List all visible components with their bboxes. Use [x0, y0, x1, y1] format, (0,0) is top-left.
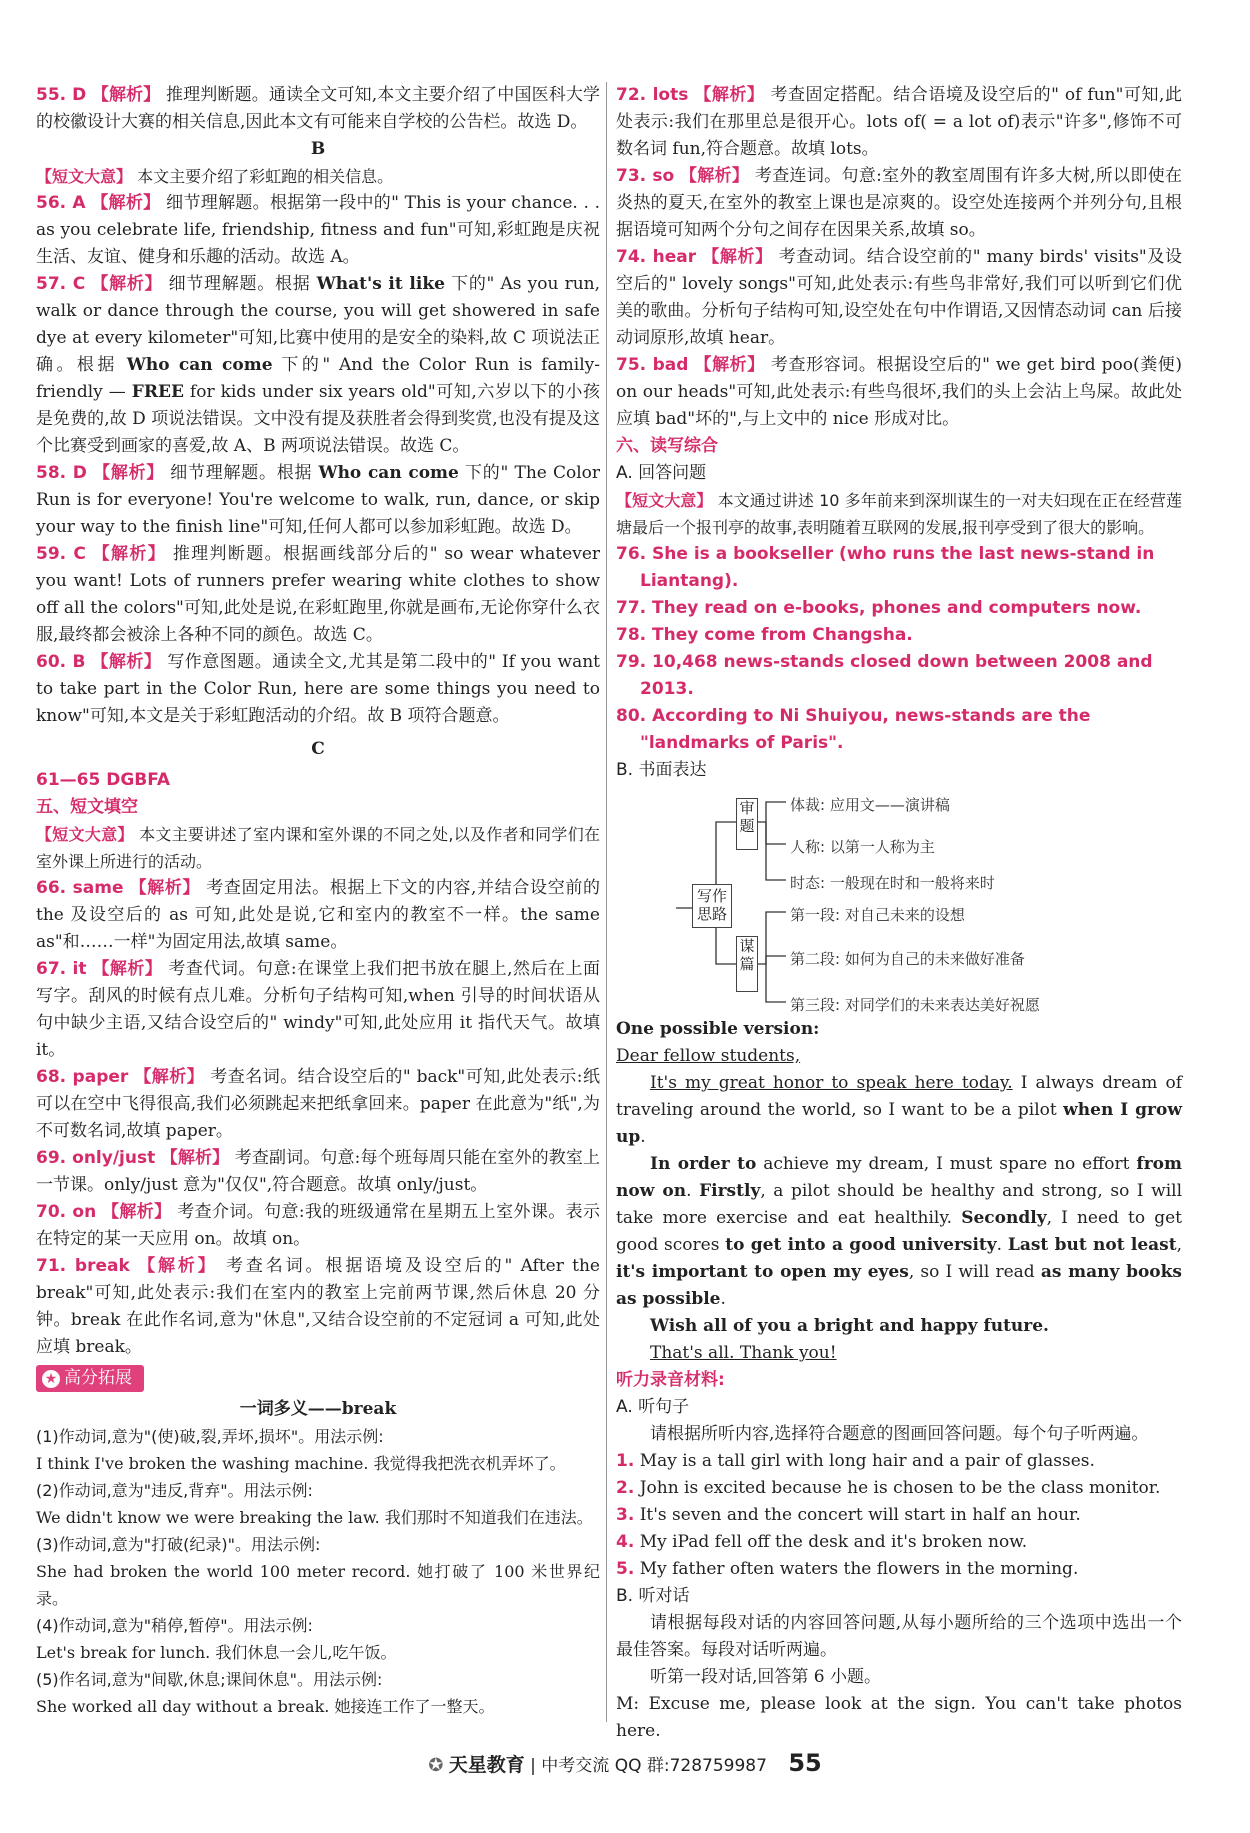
q57-number: 57. C	[36, 274, 86, 294]
q57-text: 下的" As you run, walk or dance through the course, you will get showered in safe dye at every kilometer"可知,比赛中使用的是安全的染料,故 C 项说法正确。根据	[36, 274, 601, 375]
q55	[36, 82, 600, 136]
q60	[36, 649, 600, 730]
summary-5-tag: 【短文大意】	[36, 825, 134, 844]
sentence-number: 3.	[616, 1505, 635, 1525]
q59-number: 59. C	[36, 544, 86, 564]
left-column	[36, 82, 600, 1720]
q56-tag: 【解析】	[91, 193, 161, 213]
footer-brand: 天星教育	[448, 1754, 525, 1776]
q68-tag: 【解析】	[134, 1067, 205, 1087]
extension-badge-label: 高分拓展	[64, 1368, 132, 1388]
q58-tag: 【解析】	[93, 463, 165, 483]
part-c-heading: C	[311, 739, 325, 759]
sentence-item	[616, 1448, 1182, 1475]
q67-text: 考查代词。句意:在课堂上我们把书放在腿上,然后在上面写字。刮风的时候有点儿难。分析句子结构可知,when 引导的时间状语从句中缺少主语,又结合设空后的" windy"可知,此处应用 it 指代天气。故填 it。	[36, 959, 600, 1060]
q67-number: 67. it	[36, 959, 87, 979]
answer-line: 77. They read on e-books, phones and computers now.	[616, 598, 1142, 618]
q58-text: 细节理解题。根据	[170, 463, 319, 483]
q58-bold: Who can come	[318, 463, 459, 483]
mind-para-3: 第三段: 对同学们的未来表达美好祝愿	[790, 996, 1040, 1014]
q66-number: 66. same	[36, 878, 124, 898]
mind-box-structure: 谋篇	[736, 936, 758, 992]
listening-a-heading: A. 听句子	[616, 1397, 690, 1417]
q72-number: 72. lots	[616, 85, 689, 105]
q67	[36, 956, 600, 1064]
summary-a-text: 本文通过讲述 10 多年前来到深圳谋生的一对夫妇现在正在经营莲塘最后一个报刊亭的故事,表明随着互联网的发展,报刊亭受到了很大的影响。	[616, 491, 1182, 537]
q69	[36, 1145, 600, 1199]
essay-p1-underlined: It's my great honor to speak here today.	[650, 1073, 1013, 1093]
essay-bold: as many books as possible	[616, 1262, 1182, 1309]
q57-text: 细节理解题。根据	[168, 274, 317, 294]
q56	[36, 190, 600, 271]
extension-example: Let's break for lunch. 我们休息一会儿,吃午饭。	[36, 1643, 397, 1662]
listening-b-first: 听第一段对话,回答第 6 小题。	[650, 1667, 882, 1687]
essay-text: achieve my dream, I must spare no effort	[756, 1154, 1137, 1174]
summary-b-tag: 【短文大意】	[36, 167, 133, 186]
q66	[36, 875, 600, 956]
mind-tense: 时态: 一般现在时和一般将来时	[790, 874, 995, 892]
writing-mind-map	[616, 784, 1182, 1016]
q59-text: 推理判断题。根据画线部分后的" so wear whatever you want! Lots of runners prefer wearing white clothes to show off all the colors"可知,此处是说,在彩虹跑里,你就是画布,无论你穿什么衣服,最终都会被涂上各种不同的颜色。故选 C。	[36, 544, 601, 645]
q60-number: 60. B	[36, 652, 86, 672]
summary-5-text: 本文主要讲述了室内课和室外课的不同之处,以及作者和同学们在室外课上所进行的活动。	[36, 825, 600, 871]
star-icon: ★	[42, 1370, 60, 1388]
q56-text: 细节理解题。根据第一段中的" This is your chance. . . as you celebrate life, friendship, fitness and fun"可知,彩虹跑是庆祝生活、友谊、健身和乐趣的活动。故选 A。	[36, 193, 601, 267]
extension-example: She worked all day without a break. 她接连工作了一整天。	[36, 1697, 495, 1716]
mind-box-thinking: 写作思路	[692, 884, 732, 928]
section-5-heading: 五、短文填空	[36, 797, 138, 817]
q60-text: 写作意图题。通读全文,尤其是第二段中的" If you want to take part in the Color Run, here are some things you need to know"可知,本文是关于彩虹跑活动的介绍。故 B 项符合题意。	[36, 652, 600, 726]
q66-tag: 【解析】	[129, 878, 201, 898]
essay-greeting: Dear fellow students,	[616, 1046, 801, 1066]
q72	[616, 82, 1182, 163]
q60-tag: 【解析】	[91, 652, 162, 672]
mind-para-2: 第二段: 如何为自己的未来做好准备	[790, 950, 1025, 968]
section-6-heading: 六、读写综合	[616, 436, 718, 456]
q69-text: 考查副词。句意:每个班每周只能在室外的教室上一节课。only/just 意为"仅仅",符合题意。故填 only/just。	[36, 1148, 601, 1195]
extension-definition: (1)作动词,意为"(使)破,裂,弄坏,损坏"。用法示例:	[36, 1427, 384, 1446]
summary-a-tag: 【短文大意】	[616, 491, 713, 510]
extension-definition: (4)作动词,意为"稍停,暂停"。用法示例:	[36, 1616, 313, 1635]
sentence-text: It's seven and the concert will start in half an hour.	[639, 1505, 1081, 1525]
sentence-item	[616, 1529, 1182, 1556]
q66-text: 考查固定用法。根据上下文的内容,并结合设空前的 the 及设空后的 as 可知,此处是说,它和室内的教室不一样。the same as"和……一样"为固定用法,故填 same。	[36, 878, 601, 952]
q57-bold-3: FREE	[131, 382, 184, 402]
extension-example: I think I've broken the washing machine. 我觉得我把洗衣机弄坏了。	[36, 1454, 566, 1473]
sentence-item	[616, 1502, 1182, 1529]
essay-bold: Last but not least	[1007, 1235, 1177, 1255]
column-divider	[606, 82, 607, 1722]
extension-list	[36, 1423, 600, 1720]
essay-label	[616, 1016, 1182, 1043]
q70	[36, 1199, 600, 1253]
extension-title: 一词多义——break	[239, 1399, 397, 1419]
extension-definition: (2)作动词,意为"违反,背弃"。用法示例:	[36, 1481, 313, 1500]
q58-number: 58. D	[36, 463, 87, 483]
answer-line: 78. They come from Changsha.	[616, 625, 913, 645]
extension-example: We didn't know we were breaking the law. 我们那时不知道我们在违法。	[36, 1508, 593, 1527]
q72-text: 考查固定搭配。结合语境及设空后的" of fun"可知,此处表示:我们在那里总是很开心。lots of( = a lot of)表示"许多",修饰不可数名词 fun,符合题意。故填 lots。	[616, 85, 1182, 159]
q74	[616, 244, 1182, 352]
q70-text: 考查介词。句意:我的班级通常在星期五上室外课。表示在特定的某一天应用 on。故填 on。	[36, 1202, 600, 1249]
essay-closing: That's all. Thank you!	[650, 1343, 837, 1363]
q71-text: 考查名词。根据语境及设空后的" After the break"可知,此处表示:我们在室内的教室上完前两节课,然后休息 20 分钟。break 在此作名词,意为"休息",又结合设空前的不定冠词 a 可知,此处应填 break。	[36, 1256, 600, 1357]
q61-65-answers: 61—65 DGBFA	[36, 770, 171, 790]
answer-line: 79. 10,468 news-stands closed down between 2008 and 2013.	[616, 652, 1153, 699]
q69-tag: 【解析】	[160, 1148, 230, 1168]
essay-p1-text: I always dream of traveling around the world, so I want to be a pilot	[616, 1073, 1182, 1120]
essay-bold: from now on	[616, 1154, 1183, 1201]
extension-badge	[36, 1365, 144, 1392]
essay-bold: In order to	[650, 1154, 757, 1174]
q57-tag: 【解析】	[91, 274, 163, 294]
q57-text: 下的" And the Color Run is family-friendly —	[36, 355, 600, 402]
listening-b-intro: 请根据每段对话的内容回答问题,从每小题所给的三个选项中选出一个最佳答案。每段对话听两遍。	[616, 1613, 1182, 1660]
essay-text: , a pilot should be healthy and strong, so I will take more exercise and eat healthily.	[616, 1181, 1183, 1228]
essay-p1-bold: when I grow up	[616, 1100, 1182, 1147]
essay-bold: it's important to open my eyes	[616, 1262, 909, 1282]
sentence-number: 4.	[616, 1532, 635, 1552]
q68	[36, 1064, 600, 1145]
q57	[36, 271, 600, 460]
sentence-number: 1.	[616, 1451, 635, 1471]
essay-bold: Firstly	[699, 1181, 761, 1201]
extension-definition: (3)作动词,意为"打破(纪录)"。用法示例:	[36, 1535, 321, 1554]
q73-number: 73. so	[616, 166, 675, 186]
listening-b-heading: B. 听对话	[616, 1586, 690, 1606]
q59	[36, 541, 600, 649]
q55-number: 55. D	[36, 85, 87, 105]
q57-bold-1: What's it like	[316, 274, 445, 294]
essay-para-3	[616, 1313, 1182, 1340]
part-b-heading: B	[310, 139, 326, 159]
q70-number: 70. on	[36, 1202, 97, 1222]
mind-genre: 体裁: 应用文——演讲稿	[790, 796, 950, 814]
essay-label-text: One possible version:	[616, 1019, 820, 1039]
q68-text: 考查名词。结合设空后的" back"可知,此处表示:纸可以在空中飞得很高,我们必须跳起来把纸拿回来。paper 在此意为"纸",为不可数名词,故填 paper。	[36, 1067, 601, 1141]
section-b-heading: B. 书面表达	[616, 760, 707, 780]
listening-sentences	[616, 1448, 1182, 1583]
q55-text: 推理判断题。通读全文可知,本文主要介绍了中国医科大学的校徽设计大赛的相关信息,因此本文有可能来自学校的公告栏。故选 D。	[36, 85, 601, 132]
sentence-text: My iPad fell off the desk and it's broken now.	[639, 1532, 1028, 1552]
extension-definition: (5)作名词,意为"间歇,休息;课间休息"。用法示例:	[36, 1670, 383, 1689]
sentence-item	[616, 1556, 1182, 1583]
essay-text: ,	[1176, 1235, 1183, 1255]
q71	[36, 1253, 600, 1361]
q74-text: 考查动词。结合设空前的" many birds' visits"及设空后的" lovely songs"可知,此处表示:有些鸟非常好,我们可以听到它们优美的歌曲。分析句子结构可知,设空处在句中作谓语,又因情态动词 can 后接动词原形,故填 hear。	[616, 247, 1183, 348]
q58	[36, 460, 600, 541]
extension-example: She had broken the world 100 meter record. 她打破了 100 米世界纪录。	[36, 1562, 600, 1608]
footer-qq: | 中考交流 QQ 群:728759987	[530, 1756, 767, 1776]
q71-number: 71. break	[36, 1256, 130, 1276]
essay-text: .	[686, 1181, 700, 1201]
answer-line: 80. According to Ni Shuiyou, news-stands are the "landmarks of Paris".	[616, 706, 1091, 753]
q73	[616, 163, 1182, 244]
sentence-text: May is a tall girl with long hair and a pair of glasses.	[639, 1451, 1095, 1471]
sentence-text: John is excited because he is chosen to be the class monitor.	[639, 1478, 1161, 1498]
listening-a-intro: 请根据所听内容,选择符合题意的图画回答问题。每个句子听两遍。	[650, 1424, 1149, 1444]
page-footer	[0, 1750, 1250, 1780]
section-a-heading: A. 回答问题	[616, 463, 707, 483]
q75-number: 75. bad	[616, 355, 689, 375]
q75-tag: 【解析】	[694, 355, 765, 375]
q69-number: 69. only/just	[36, 1148, 156, 1168]
q57-bold-2: Who can come	[126, 355, 273, 375]
summary-5	[36, 821, 600, 875]
essay-bold: Secondly	[961, 1208, 1047, 1228]
mind-box-review: 审题	[736, 798, 758, 850]
essay-text: , I need to get good scores	[616, 1208, 1182, 1255]
essay-p3-text: Wish all of you a bright and happy future.	[650, 1316, 1049, 1336]
q74-tag: 【解析】	[702, 247, 773, 267]
q56-number: 56. A	[36, 193, 86, 213]
essay-text: .	[996, 1235, 1008, 1255]
answer-list	[616, 541, 1182, 757]
q75-text: 考查形容词。根据设空后的" we get bird poo(粪便) on our heads"可知,此处表示:有些鸟很坏,我们的头上会沾上鸟屎。故此处应填 bad"坏的",与上文中的 nice 形成对比。	[616, 355, 1183, 429]
essay-para-2: In order to achieve my dream, I must spare no effort from now on. Firstly, a pilot should be healthy and strong, so I will take more exercise and eat healthily. Secondly, I need to get good scores to get into a good university. Last but not least, it's important to open my eyes, so I will read as many books as possible.	[616, 1154, 1183, 1309]
sentence-text: My father often waters the flowers in the morning.	[639, 1559, 1079, 1579]
dialog-line: M: Excuse me, please look at the sign. You can't take photos here.	[616, 1694, 1182, 1741]
q71-tag: 【解析】	[138, 1256, 218, 1276]
q72-tag: 【解析】	[694, 85, 765, 105]
mind-para-1: 第一段: 对自己未来的设想	[790, 906, 965, 924]
q67-tag: 【解析】	[92, 959, 163, 979]
q59-tag: 【解析】	[92, 544, 167, 564]
mind-person: 人称: 以第一人称为主	[790, 838, 935, 856]
q57-text: for kids under six years old"可知,六岁以下的小孩是免费的,故 D 项说法错误。文中没有提及获胜者会得到奖赏,也没有提及这个比赛受到画家的喜爱,故 A、B 两项说法错误。故选 C。	[36, 382, 600, 456]
q68-number: 68. paper	[36, 1067, 129, 1087]
listening-heading: 听力录音材料:	[616, 1370, 725, 1390]
sentence-number: 5.	[616, 1559, 635, 1579]
sentence-item	[616, 1475, 1182, 1502]
q73-text: 考查连词。句意:室外的教室周围有许多大树,所以即使在炎热的夏天,在室外的教室上课也是凉爽的。设空处连接两个并列分句,且根据语境可知两个分句之间存在因果关系,故填 so。	[616, 166, 1183, 240]
logo-icon: ✪	[428, 1755, 444, 1776]
summary-b	[36, 163, 600, 190]
right-column	[616, 82, 1182, 1745]
essay-para-1: It's my great honor to speak here today. I always dream of traveling around the world, so I want to be a pilot when I grow up.	[616, 1073, 1182, 1147]
answer-line: 76. She is a bookseller (who runs the last news-stand in Liantang).	[616, 544, 1155, 591]
essay-text: , so I will read	[908, 1262, 1041, 1282]
essay-bold: to get into a good university	[725, 1235, 997, 1255]
q75	[616, 352, 1182, 433]
summary-a	[616, 487, 1182, 541]
q70-tag: 【解析】	[101, 1202, 172, 1222]
q74-number: 74. hear	[616, 247, 697, 267]
q73-tag: 【解析】	[679, 166, 750, 186]
sentence-number: 2.	[616, 1478, 635, 1498]
q58-text: 下的" The Color Run is for everyone! You're welcome to walk, run, dance, or skip your way to the finish line"可知,任何人都可以参加彩虹跑。故选 D。	[36, 463, 601, 537]
page-number: 55	[788, 1749, 822, 1777]
summary-b-text: 本文主要介绍了彩虹跑的相关信息。	[137, 167, 394, 186]
q55-tag: 【解析】	[91, 85, 161, 105]
